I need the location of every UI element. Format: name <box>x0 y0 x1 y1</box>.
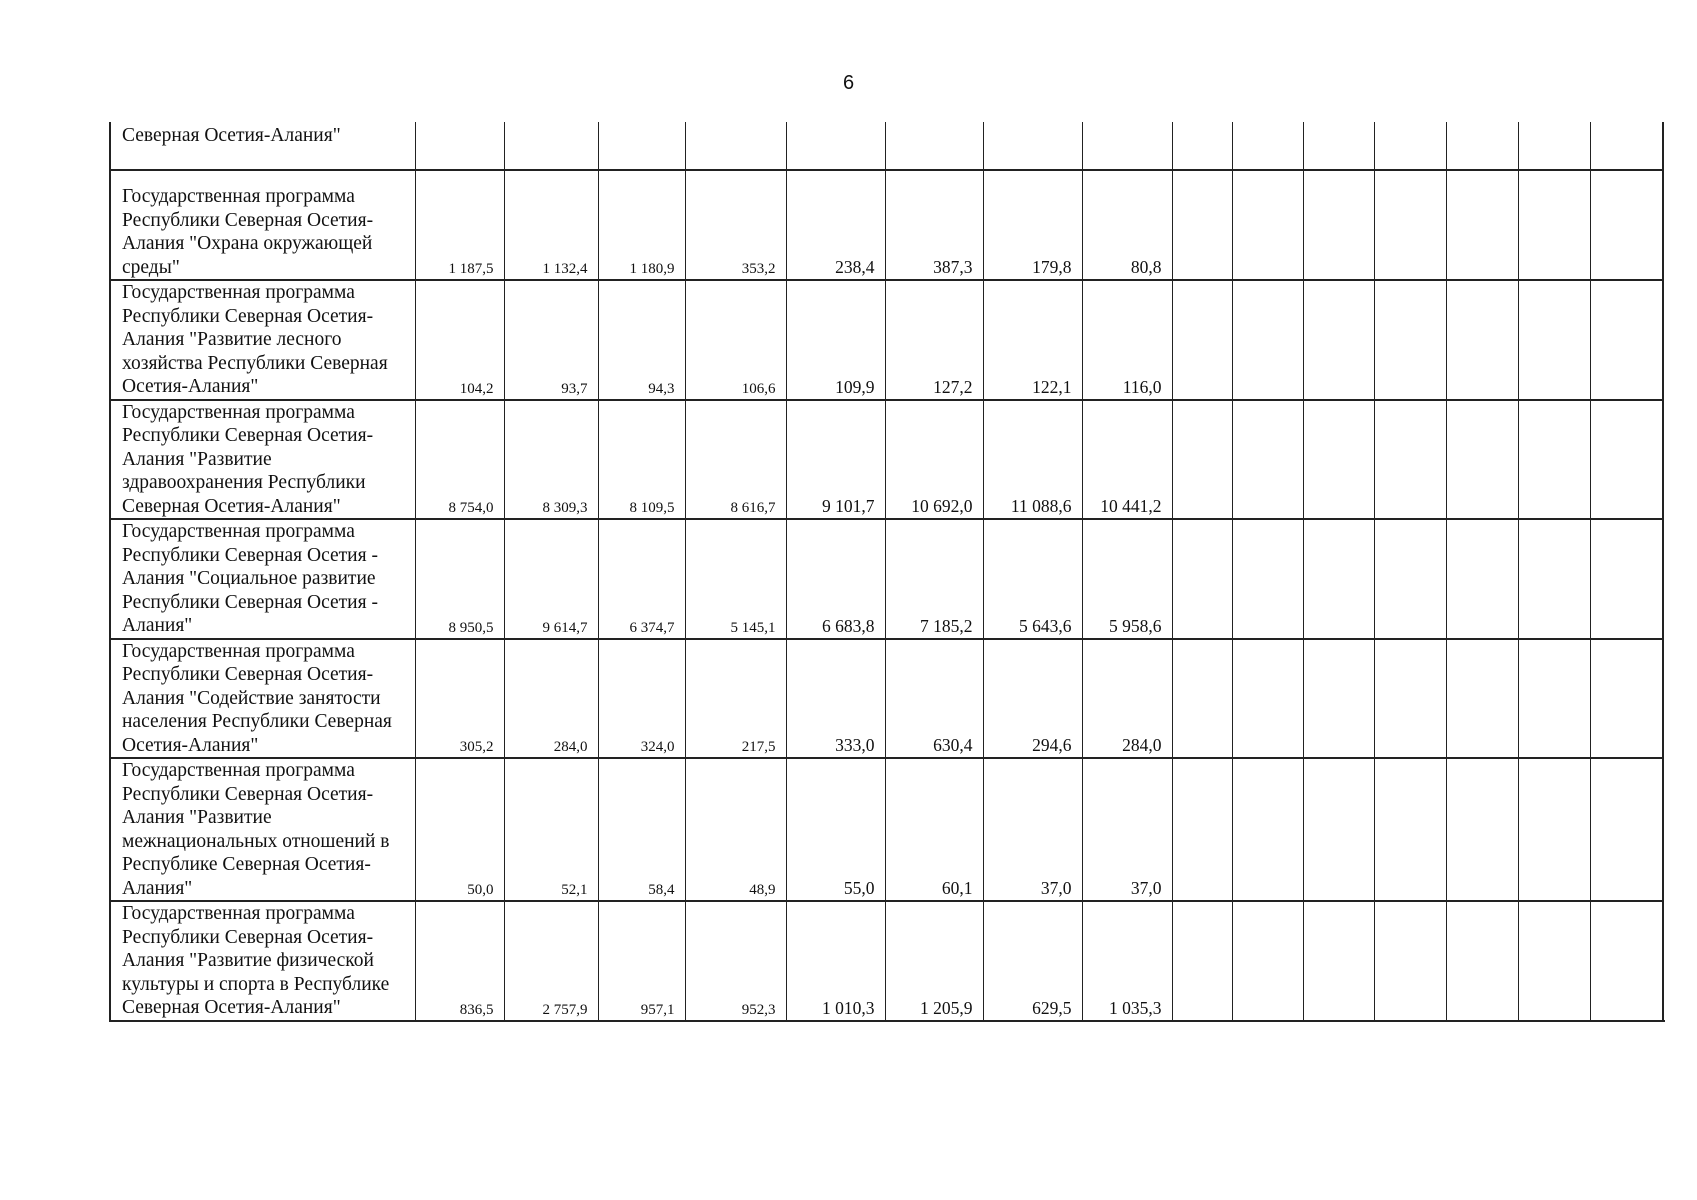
empty-cell <box>1082 122 1172 170</box>
value-cell: 1 205,9 <box>885 901 983 1021</box>
program-name-cell <box>110 170 415 280</box>
program-row <box>110 170 1663 280</box>
empty-cell <box>1232 170 1303 280</box>
empty-cell <box>1303 280 1374 400</box>
empty-cell <box>1172 280 1232 400</box>
value-cell: 106,6 <box>685 280 786 400</box>
empty-cell <box>885 122 983 170</box>
value-cell: 5 643,6 <box>983 519 1082 639</box>
empty-cell <box>1232 901 1303 1021</box>
program-budget-table <box>109 122 1664 1022</box>
program-name-cell <box>110 519 415 639</box>
empty-cell <box>1303 519 1374 639</box>
value-cell: 1 187,5 <box>415 170 504 280</box>
empty-cell <box>1518 400 1590 520</box>
empty-cell <box>1518 639 1590 759</box>
value-cell: 104,2 <box>415 280 504 400</box>
value-cell: 284,0 <box>1082 639 1172 759</box>
empty-cell <box>1518 170 1590 280</box>
value-cell: 37,0 <box>983 758 1082 901</box>
empty-cell <box>1374 170 1446 280</box>
program-name: Государственная программа Республики Северная Осетия- Алания "Развитие здравоохранения Республики Северная Осетия-Алания" <box>122 401 374 517</box>
program-name: Государственная программа Республики Северная Осетия- Алания "Развитие лесного хозяйства Республики Северная Осетия-Алания" <box>122 282 388 397</box>
empty-cell <box>1590 758 1663 901</box>
program-row <box>110 519 1663 639</box>
value-cell: 116,0 <box>1082 280 1172 400</box>
value-cell: 238,4 <box>786 170 885 280</box>
value-cell: 55,0 <box>786 758 885 901</box>
value-cell: 630,4 <box>885 639 983 759</box>
empty-cell <box>1446 758 1518 901</box>
empty-cell <box>1590 519 1663 639</box>
program-name-cell <box>110 639 415 759</box>
empty-cell <box>1590 280 1663 400</box>
empty-cell <box>1446 400 1518 520</box>
value-cell: 8 616,7 <box>685 400 786 520</box>
value-cell: 37,0 <box>1082 758 1172 901</box>
empty-cell <box>1374 519 1446 639</box>
empty-cell <box>598 122 685 170</box>
empty-cell <box>1172 170 1232 280</box>
empty-cell <box>1590 400 1663 520</box>
empty-cell <box>1232 400 1303 520</box>
program-name: Северная Осетия-Алания" <box>122 125 341 146</box>
value-cell: 50,0 <box>415 758 504 901</box>
program-row <box>110 901 1663 1021</box>
value-cell: 10 441,2 <box>1082 400 1172 520</box>
empty-cell <box>415 122 504 170</box>
empty-cell <box>1446 280 1518 400</box>
value-cell: 80,8 <box>1082 170 1172 280</box>
value-cell: 353,2 <box>685 170 786 280</box>
value-cell: 284,0 <box>504 639 598 759</box>
empty-cell <box>1374 400 1446 520</box>
empty-cell <box>1518 901 1590 1021</box>
empty-cell <box>786 122 885 170</box>
program-name: Государственная программа Республики Северная Осетия- Алания "Развитие физической культуры и спорта в Республике Северная Осетия-Алания" <box>122 903 390 1018</box>
empty-cell <box>1374 758 1446 901</box>
value-cell: 8 754,0 <box>415 400 504 520</box>
value-cell: 127,2 <box>885 280 983 400</box>
program-name-cell <box>110 122 415 170</box>
empty-cell <box>1303 400 1374 520</box>
value-cell: 9 614,7 <box>504 519 598 639</box>
empty-cell <box>1232 519 1303 639</box>
program-name-cell <box>110 280 415 400</box>
value-cell: 1 010,3 <box>786 901 885 1021</box>
page-number: 6 <box>842 72 855 94</box>
value-cell: 8 950,5 <box>415 519 504 639</box>
empty-cell <box>1518 280 1590 400</box>
empty-cell <box>1303 758 1374 901</box>
empty-cell <box>1172 758 1232 901</box>
empty-cell <box>1303 122 1374 170</box>
program-row <box>110 758 1663 901</box>
value-cell: 9 101,7 <box>786 400 885 520</box>
value-cell: 629,5 <box>983 901 1082 1021</box>
value-cell: 48,9 <box>685 758 786 901</box>
empty-cell <box>504 122 598 170</box>
value-cell: 387,3 <box>885 170 983 280</box>
program-name-cell <box>110 400 415 520</box>
empty-cell <box>1446 170 1518 280</box>
value-cell: 8 109,5 <box>598 400 685 520</box>
value-cell: 1 180,9 <box>598 170 685 280</box>
value-cell: 6 683,8 <box>786 519 885 639</box>
value-cell: 11 088,6 <box>983 400 1082 520</box>
value-cell: 94,3 <box>598 280 685 400</box>
empty-cell <box>1172 122 1232 170</box>
value-cell: 93,7 <box>504 280 598 400</box>
empty-cell <box>1172 400 1232 520</box>
program-row <box>110 280 1663 400</box>
value-cell: 957,1 <box>598 901 685 1021</box>
empty-cell <box>1303 901 1374 1021</box>
value-cell: 5 145,1 <box>685 519 786 639</box>
continuation-row <box>110 122 1663 170</box>
program-name-cell <box>110 758 415 901</box>
empty-cell <box>1172 901 1232 1021</box>
value-cell: 333,0 <box>786 639 885 759</box>
program-name: Государственная программа Республики Северная Осетия- Алания "Охрана окружающей среды" <box>122 186 374 278</box>
empty-cell <box>1172 639 1232 759</box>
empty-cell <box>983 122 1082 170</box>
value-cell: 952,3 <box>685 901 786 1021</box>
empty-cell <box>1232 122 1303 170</box>
empty-cell <box>1232 639 1303 759</box>
empty-cell <box>1303 170 1374 280</box>
value-cell: 179,8 <box>983 170 1082 280</box>
empty-cell <box>1518 758 1590 901</box>
value-cell: 8 309,3 <box>504 400 598 520</box>
program-name-cell <box>110 901 415 1021</box>
value-cell: 52,1 <box>504 758 598 901</box>
value-cell: 58,4 <box>598 758 685 901</box>
empty-cell <box>1590 122 1663 170</box>
value-cell: 109,9 <box>786 280 885 400</box>
program-name: Государственная программа Республики Северная Осетия- Алания "Содействие занятости населения Республики Северная Осетия-Алания" <box>122 640 392 756</box>
empty-cell <box>1446 122 1518 170</box>
empty-cell <box>1232 758 1303 901</box>
empty-cell <box>1303 639 1374 759</box>
empty-cell <box>1172 519 1232 639</box>
empty-cell <box>1590 901 1663 1021</box>
empty-cell <box>1446 901 1518 1021</box>
value-cell: 10 692,0 <box>885 400 983 520</box>
value-cell: 122,1 <box>983 280 1082 400</box>
program-row <box>110 639 1663 759</box>
value-cell: 60,1 <box>885 758 983 901</box>
empty-cell <box>1374 122 1446 170</box>
value-cell: 1 132,4 <box>504 170 598 280</box>
value-cell: 1 035,3 <box>1082 901 1172 1021</box>
empty-cell <box>1590 170 1663 280</box>
value-cell: 836,5 <box>415 901 504 1021</box>
value-cell: 2 757,9 <box>504 901 598 1021</box>
empty-cell <box>685 122 786 170</box>
empty-cell <box>1232 280 1303 400</box>
value-cell: 305,2 <box>415 639 504 759</box>
program-name: Государственная программа Республики Северная Осетия - Алания "Социальное развитие Республики Северная Осетия - Алания" <box>122 521 378 636</box>
empty-cell <box>1590 639 1663 759</box>
program-name: Государственная программа Республики Северная Осетия- Алания "Развитие межнациональных отношений в Республике Северная Осетия- Алания" <box>122 760 390 899</box>
program-row <box>110 400 1663 520</box>
empty-cell <box>1374 639 1446 759</box>
empty-cell <box>1518 519 1590 639</box>
empty-cell <box>1374 280 1446 400</box>
value-cell: 6 374,7 <box>598 519 685 639</box>
value-cell: 7 185,2 <box>885 519 983 639</box>
value-cell: 324,0 <box>598 639 685 759</box>
value-cell: 217,5 <box>685 639 786 759</box>
value-cell: 5 958,6 <box>1082 519 1172 639</box>
empty-cell <box>1518 122 1590 170</box>
value-cell: 294,6 <box>983 639 1082 759</box>
empty-cell <box>1374 901 1446 1021</box>
empty-cell <box>1446 639 1518 759</box>
empty-cell <box>1446 519 1518 639</box>
